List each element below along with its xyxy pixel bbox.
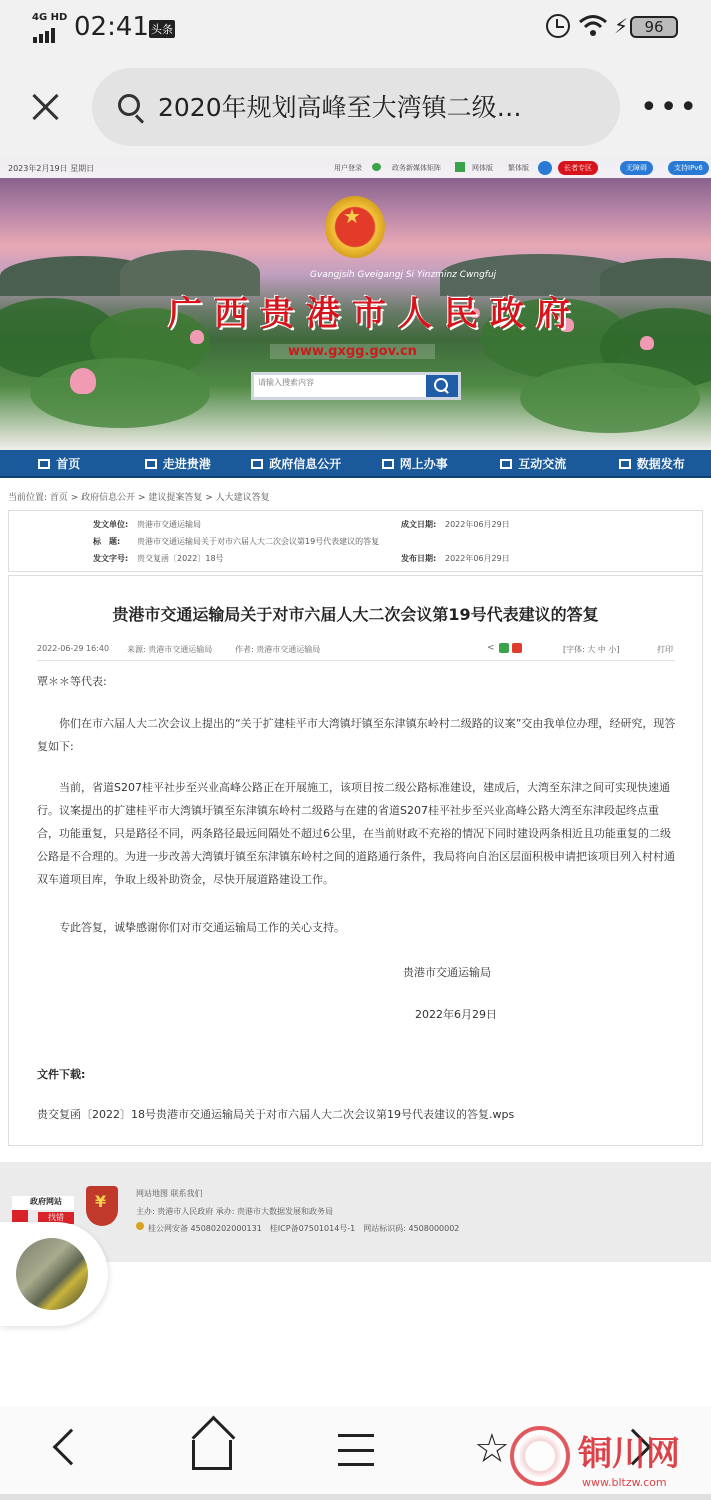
site-footer [0, 1162, 711, 1262]
paragraph-3: 专此答复，诚挚感谢你们对市交通运输局工作的关心支持。 [59, 921, 345, 934]
more-menu-button[interactable]: ••• [640, 90, 700, 125]
alarm-icon [546, 14, 570, 38]
back-icon[interactable] [53, 1429, 90, 1466]
party-gov-logo-icon[interactable] [86, 1186, 118, 1226]
date-value: 2022年06月29日 [445, 520, 510, 529]
download-title: 文件下载: [37, 1068, 86, 1081]
site-date: 2023年2月19日 星期日 [8, 164, 95, 173]
home-icon[interactable] [192, 1440, 232, 1470]
close-icon[interactable] [28, 90, 62, 124]
traditional-chinese-link[interactable]: 繁体版 [508, 164, 529, 172]
greeting: 覃＊＊等代表: [37, 675, 107, 688]
nav-home[interactable]: 首页 [0, 450, 119, 476]
watermark-url: www.bltzw.com [582, 1476, 667, 1489]
app-notification-icon: 头条 [149, 20, 175, 38]
site-name-pinyin: Gvangjsih Gveigangj Si Yinzminz Cwngfuj [310, 270, 497, 280]
accessibility-button[interactable]: 无障碍 [620, 161, 653, 175]
watermark-logo-icon [510, 1426, 570, 1486]
weibo-share-icon[interactable] [512, 643, 522, 653]
doc-no-label: 发文字号: [93, 554, 129, 563]
network-indicator: 4G HD [32, 12, 68, 23]
site-name-logo: 广西贵港市人民政府 [168, 294, 582, 334]
charging-icon: ⚡ [614, 14, 629, 38]
pub-date-value: 2022年06月29日 [445, 554, 510, 563]
chat-icon [500, 459, 512, 469]
gov-site-error-report[interactable]: 政府网站 找错 [12, 1196, 74, 1226]
floating-bubble[interactable] [0, 1222, 108, 1326]
site-search-input[interactable] [258, 378, 418, 387]
article-title: 贵港市交通运输局关于对市六届人大二次会议第19号代表建议的答复 [112, 605, 599, 624]
article-meta-author: 作者: 贵港市交通运输局 [235, 645, 321, 654]
title-value: 贵港市交通运输局关于对市六届人大二次会议第19号代表建议的答复 [137, 537, 380, 546]
national-emblem-icon [325, 196, 385, 258]
police-badge-icon [136, 1222, 144, 1230]
doc-info-box [8, 510, 703, 572]
search-icon [118, 94, 140, 116]
picture-icon [145, 459, 157, 469]
print-button[interactable]: 打印 [657, 645, 673, 654]
mobile-version-link[interactable]: 网体版 [472, 164, 493, 172]
pub-date-label: 发布日期: [401, 554, 437, 563]
address-text[interactable]: 2020年规划高峰至大湾镇二级… [158, 93, 522, 122]
nav-data[interactable]: 数据发布 [593, 450, 711, 476]
site-top-bar [0, 158, 711, 178]
wechat-share-icon[interactable] [499, 643, 509, 653]
site-banner [0, 158, 711, 450]
signal-icon [33, 24, 57, 43]
site-search-button[interactable] [426, 375, 458, 397]
home-icon [38, 459, 50, 469]
watermark-text: 铜川网 [578, 1434, 680, 1474]
main-nav [0, 450, 711, 478]
nav-interaction[interactable]: 互动交流 [474, 450, 593, 476]
battery-icon: 96 [630, 16, 678, 38]
browser-bottom-nav [0, 1406, 711, 1500]
divider [37, 660, 675, 661]
login-link[interactable]: 用户登录 [334, 164, 362, 172]
monitor-icon [382, 459, 394, 469]
breadcrumb[interactable]: 当前位置: 首页 > 政府信息公开 > 建议提案答复 > 人大建议答复 [8, 493, 270, 503]
date-label: 成文日期: [401, 520, 437, 529]
floating-avatar-icon[interactable] [16, 1238, 88, 1310]
elderly-zone-button[interactable]: 长者专区 [558, 161, 598, 175]
share-icon[interactable]: < [487, 643, 495, 653]
media-matrix-link[interactable]: 政务新媒体矩阵 [392, 164, 441, 172]
site-url: www.gxgg.gov.cn [270, 344, 435, 359]
chart-icon [619, 459, 631, 469]
footer-record[interactable]: 桂公网安备 45080202000131 桂ICP备07501014号-1 网站标识码: 4508000002 [148, 1224, 460, 1233]
clock-time: 02:41 [74, 12, 149, 42]
bookmark-star-icon[interactable]: ☆ [474, 1426, 510, 1472]
footer-links[interactable]: 网站地图 联系我们 [136, 1189, 203, 1198]
signature-org: 贵港市交通运输局 [403, 966, 491, 979]
gesture-bar [0, 1494, 711, 1500]
doc-no-value: 贵交复函〔2022〕18号 [137, 554, 224, 563]
nav-online-service[interactable]: 网上办事 [356, 450, 475, 476]
mobile-icon [455, 162, 465, 172]
paragraph-2: 当前，省道S207桂平社步至兴业高峰公路正在开展施工，该项目按二级公路标准建设，建成后，大湾至东津之间可实现快速通行。议案提出的扩建桂平市大湾镇圩镇至东津镇东岭村二级路与在建的省道S207桂平社步至兴业高峰公路大湾至东津段起终点重合，功能重复，只是路径不同，两条路径最远间隔处不超过6公里，在当前财政不充裕的情况下同时建设两条相近且功能重复的二级公路是不合理的。为进一步改善大湾镇圩镇至东津镇东岭村之间的道路通行条件，我局将向自治区层面积极申请把该项目列入村村通双车道项目库，争取上级补助资金，尽快开展道路建设工作。 [37, 781, 675, 886]
title-label: 标 题: [93, 537, 121, 546]
menu-icon[interactable] [338, 1434, 374, 1466]
wechat-icon[interactable] [372, 163, 381, 171]
download-file-link[interactable]: 贵交复函〔2022〕18号贵港市交通运输局关于对市六届人大二次会议第19号代表建议的答复.wps [37, 1108, 515, 1121]
browser-toolbar [0, 56, 711, 158]
wifi-icon [578, 13, 608, 39]
address-bar[interactable] [92, 68, 620, 146]
site-search-box[interactable] [251, 372, 461, 400]
signature-date: 2022年6月29日 [415, 1008, 497, 1021]
status-bar [0, 0, 711, 56]
globe-icon [538, 161, 552, 175]
issuer-value: 贵港市交通运输局 [137, 520, 201, 529]
footer-sponsor: 主办: 贵港市人民政府 承办: 贵港市大数据发展和政务局 [136, 1207, 334, 1216]
article [8, 575, 703, 1146]
font-size-control[interactable]: [字体: 大 中 小] [563, 645, 620, 654]
article-meta-source: 来源: 贵港市交通运输局 [127, 645, 213, 654]
ipv6-badge: 支持IPv6 [668, 161, 709, 175]
article-meta-date: 2022-06-29 16:40 [37, 644, 110, 653]
document-icon [251, 459, 263, 469]
paragraph-1: 你们在市六届人大二次会议上提出的“关于扩建桂平市大湾镇圩镇至东津镇东岭村二级路的议案”交由我单位办理，经研究，现答复如下: [37, 717, 676, 753]
issuer-label: 发文单位: [93, 520, 129, 529]
nav-about[interactable]: 走进贵港 [119, 450, 238, 476]
nav-gov-info[interactable]: 政府信息公开 [237, 450, 356, 476]
